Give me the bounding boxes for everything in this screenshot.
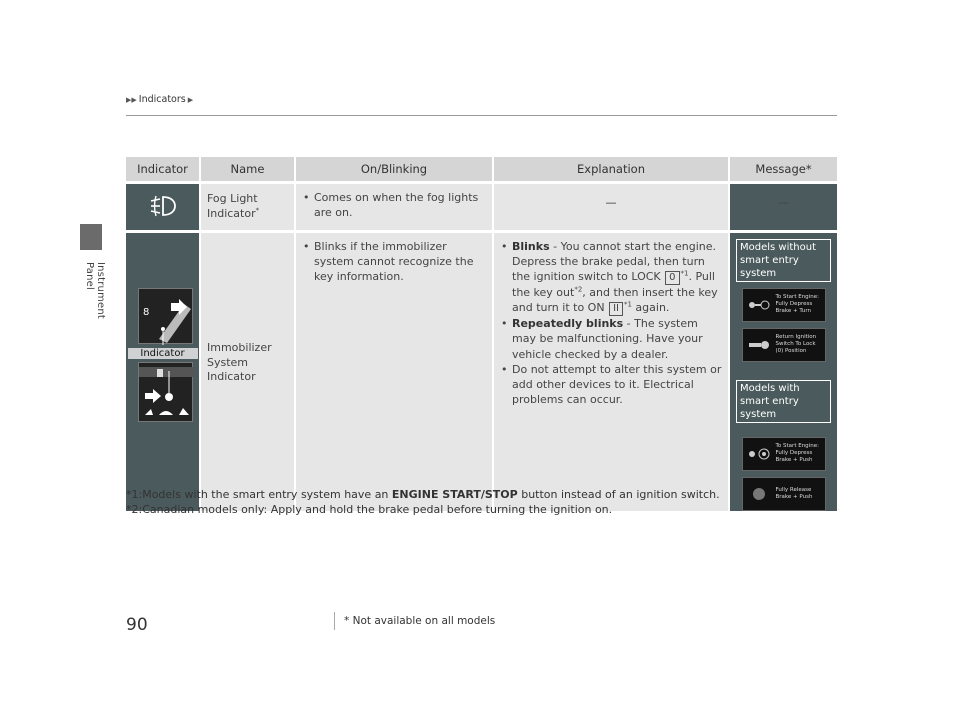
indicator-callout-label: Indicator — [128, 348, 198, 359]
message-line: To Start Engine: — [775, 294, 819, 301]
note-divider — [334, 612, 335, 630]
on-blinking-cell — [296, 181, 494, 230]
brake-release-icon — [748, 486, 770, 502]
immobilizer-images — [128, 288, 198, 488]
blinks-text: , and then insert the key and turn it to ON — [512, 286, 718, 315]
immobilizer-gauge-icon — [139, 289, 194, 345]
list-item: • Comes on when the fog lights are on. — [302, 190, 486, 220]
blinks-text: . Pull the key out — [512, 270, 715, 300]
repeated-text: - The system may be malfunctioning. Have your vehicle checked by a dealer. — [512, 317, 703, 361]
message-display-image — [742, 288, 826, 322]
section-tab-marker — [80, 224, 102, 250]
lock-key: 0 — [665, 271, 679, 285]
section-label: Instrument Panel — [84, 262, 106, 320]
message-dash: — — [778, 196, 789, 209]
not-available-note: * Not available on all models — [344, 615, 496, 627]
name-cell — [201, 181, 296, 230]
models-with-label: Models with smart entry system — [736, 380, 831, 423]
message-display-image — [742, 437, 826, 471]
list-item: • Blinks if the immobilizer system cannot recognize the key information. — [302, 239, 486, 285]
message-cell — [730, 181, 837, 230]
table-header-row — [126, 157, 837, 181]
list-item — [500, 316, 722, 362]
table-row — [126, 230, 837, 511]
header-name: Name — [201, 157, 296, 181]
footnote-mark: * — [255, 206, 260, 215]
breadcrumb — [126, 94, 193, 105]
key-switch-icon — [748, 337, 770, 353]
message-line: Brake + Push — [775, 493, 813, 500]
footnote-1 — [126, 488, 720, 503]
footnote-mark: *1 — [680, 269, 689, 278]
explanation-cell — [494, 181, 730, 230]
key-brake-icon — [748, 297, 770, 313]
footnote-bold: ENGINE START/STOP — [391, 488, 518, 501]
message-display-image — [742, 328, 826, 362]
blinks-text: again. — [631, 301, 670, 315]
list-item — [500, 239, 722, 317]
message-line: Fully Depress — [775, 301, 813, 308]
header-rule — [126, 115, 837, 116]
footnote-text: *1:Models with the smart entry system have an — [126, 488, 392, 501]
on-blinking-cell — [296, 230, 494, 511]
message-line: (0) Position — [775, 348, 807, 355]
message-line: Return Ignition — [775, 334, 817, 341]
indicator-table — [126, 157, 837, 511]
name-cell — [201, 230, 296, 511]
explanation-dash: — — [605, 196, 617, 209]
gauge-image — [138, 288, 193, 344]
models-without-label: Models without smart entry system — [736, 239, 831, 282]
table-row — [126, 181, 837, 230]
breadcrumb-arrow-icon: ▶▶ — [126, 95, 137, 104]
message-cell — [730, 230, 837, 511]
repeated-term: Repeatedly blinks — [512, 317, 624, 331]
breadcrumb-item-indicators[interactable]: Indicators — [138, 94, 186, 105]
panel-image — [138, 362, 193, 422]
immobilizer-panel-icon — [139, 363, 194, 423]
footnote-text: button instead of an ignition switch. — [517, 488, 720, 501]
push-button-icon — [748, 446, 770, 462]
on-key: II — [609, 302, 623, 316]
message-line: To Start Engine: — [775, 443, 819, 450]
indicator-cell — [126, 230, 201, 511]
message-line: Fully Depress — [775, 450, 813, 457]
message-line: Fully Release — [775, 486, 812, 493]
blinks-term: Blinks — [512, 239, 550, 253]
blinks-text: - You cannot start the engine. Depress the brake pedal, then turn the ignition switch to LOCK — [512, 239, 716, 284]
header-explanation: Explanation — [494, 157, 730, 181]
message-line: Switch To Lock — [775, 341, 816, 348]
header-message: Message* — [730, 157, 837, 181]
indicator-cell — [126, 181, 201, 230]
footnotes — [126, 488, 720, 518]
footnote-mark: *2 — [574, 285, 583, 294]
indicator-name-line2: System Indicator — [207, 355, 256, 384]
fog-light-icon — [148, 193, 178, 219]
indicator-name-line1: Immobilizer — [207, 340, 272, 354]
header-on-blinking: On/Blinking — [296, 157, 494, 181]
message-line: Brake + Turn — [775, 308, 812, 315]
indicator-name: Fog Light Indicator — [207, 192, 258, 220]
message-display-image — [742, 477, 826, 511]
page-number: 90 — [126, 615, 148, 635]
message-line: Brake + Push — [775, 457, 813, 464]
explanation-cell — [494, 230, 730, 511]
list-item: • Do not attempt to alter this system or add other devices to it. Electrical problems can occur. — [500, 362, 722, 408]
header-indicator: Indicator — [126, 157, 201, 181]
footnote-mark: *1 — [623, 300, 632, 309]
footnote-2: *2:Canadian models only: Apply and hold the brake pedal before turning the ignition on. — [126, 502, 613, 516]
svg-text:8: 8 — [142, 306, 149, 318]
breadcrumb-arrow-icon: ▶ — [187, 95, 194, 104]
